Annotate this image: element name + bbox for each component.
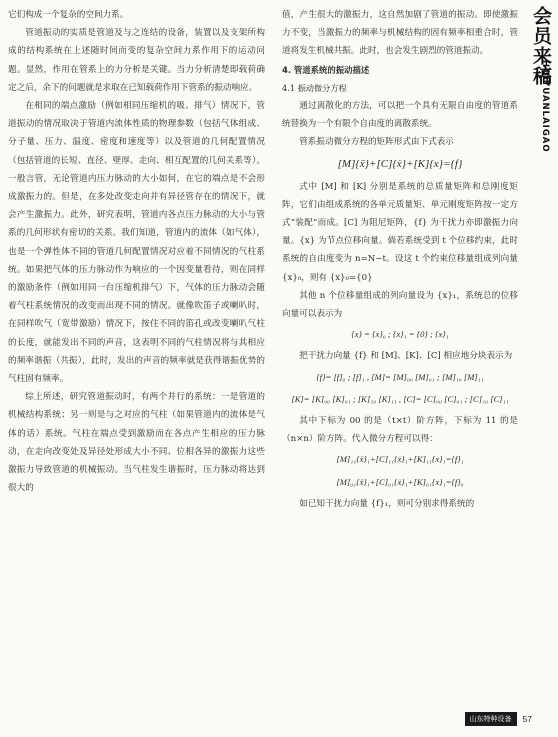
paragraph: 管道振动的实质是管道及与之连结的设备，装置以及支架所构成的结构系统在上述随时间而变的复杂空间力系作用下的运动问题。显然，作用在管系上的力分析是关键。当力分析清楚即载荷确定之后，余下的问题就是求取在已知载荷作用下管系的振动响应。	[8, 28, 265, 93]
page-footer	[465, 712, 532, 726]
paragraph: 式中 [M] 和 [K] 分别是系统的总质量矩阵和总刚度矩阵，它们由组成系统的各单元质量矩、单元刚度矩阵按一定方式“装配”而成。[C] 为阻尼矩阵，{f} 为干扰力亦即激振力向量。{x} 为节点位移向量。倘若系统受到 t 个位移约束，此时系统的自由度变为 n=N−t。设这 t 个约束位移量组成列向量 {x}₀，则有 {x}₀={0}	[282, 181, 518, 283]
equation-reduced-1: [M]₁₁{ẍ}₁+[C]₁₁{ẋ}₁+[K]₁₁{x}₁={f}₁	[336, 454, 464, 465]
section-tab	[524, 0, 558, 190]
equation-partition-kc: [K]= [K]₀₀ [K]₀₁ ; [K]₁₀ [K]₁₁ , [C]= [C]₀₀ [C]₀₁ ; [C]₁₀ [C]₁₁	[291, 393, 509, 404]
journal-badge: 山东特种设备	[465, 712, 517, 726]
section-title-en: HUIYUANLAIGAO	[540, 60, 550, 153]
equation-reduced-2: [M]₀₁{ẍ}₁+[C]₀₁{ẋ}₁+[K]₀₁{x}₁={f}₀	[336, 476, 464, 487]
equation-displacement: {x} = {x}₀ ; {x}₁ = {0} ; {x}₁	[351, 329, 449, 340]
right-column	[282, 6, 518, 513]
section-heading: 4. 管道系统的振动描述	[282, 64, 370, 75]
paragraph: 如已知干扰力向量 {f}₁，则可分别求得系统的	[299, 498, 475, 509]
paragraph: 值，产生很大的激振力，这自然加剧了管道的振动。即使激振力不变，当激振力的频率与机械结构的固有频率相重合时，管道将发生机械共振。此时，也会发生剧烈的管道振动。	[282, 10, 518, 57]
paragraph: 管系振动微分方程的矩阵形式由下式表示	[299, 137, 454, 148]
paragraph: 综上所述，研究管道振动时，有两个并行的系统：一是管道的机械结构系统；另一则是与之对应的气柱（如果管道内的流体是气体的话）系统。气柱在端点受到激励而在各点产生相应的压力脉动，在走向改变处及异径处形成大小不同、位相各异的激振力这些激振力导致管道的机械振动。当气柱发生谐振时，压力脉动将达到很大的	[8, 392, 265, 494]
subsection-heading: 4.1 振动微分方程	[282, 82, 347, 93]
left-column	[8, 6, 265, 497]
paragraph: 其他 n 个位移量组成的列向量设为 {x}₁，系统总的位移向量可以表示为	[282, 290, 518, 320]
paragraph: 把干扰力向量 {f} 和 [M]、[K]、[C] 相应地分块表示为	[299, 351, 513, 362]
paragraph: 在相同的端点激励（例如相同压缩机的吸、排气）情况下，管道振动的情况取决于管道内流体性质的物理参数（包括气体组成、分子量、压力、温度、密度和速度等）以及管道的几何配置情况（包括管道的长短、直径、壁厚、走向、相互配置的几何关系等）。一般言管，无论管道内压力脉动的大小如何，在它的端点是不会形成激振力的。但是，在多处改变走向并有异径管存在的情况下，就会产生激振力。此外，研究表明，管道内各点压力脉动的大小与管系的几何形状有密切的关系。我们知道，管道内的流体（如气体），也是一个弹性体不同的管道几何配置情况对应着不同情况的气柱系统。如果把气体的压力脉动作为响应的一个因变量看待，则在同样的激励条件（例如用同一台压缩机排气）下，气体的压力脉动会随着气柱系统情况的改变而出现不同的情况。就像吹笛子或喇叭时，在同样吹气（宽带激励）情况下，按住不同的笛孔或改变喇叭气柱的长度，就能发出不同的声音，这表明不同的气柱情况将与其相应的频率谐振（共振），此时，发出的声音的频率就是获得谐振优势的气柱固有频率。	[8, 101, 265, 385]
paragraph: 通过离散化的方法，可以把一个具有无限自由度的管道系统替换为一个有限个自由度的离散系统。	[282, 101, 518, 130]
equation-partition-fm: {f}= [f]₀ ; [f]₁ , [M]= [M]₀₀ [M]₀₁ ; [M]₁₀ [M]₁₁	[316, 371, 484, 382]
paragraph: 它们构成一个复杂的空间力系。	[8, 10, 129, 20]
equation-main: [M]{ẍ}+[C]{ẋ}+[K]{x}={f}	[337, 157, 463, 170]
paragraph: 其中下标为 00 的是（t×t）阶方阵，下标为 11 的是（n×n）阶方阵。代入微分方程可以得：	[282, 416, 518, 445]
page-number: 57	[522, 714, 532, 724]
section-title-cn: 会员来稿	[530, 6, 552, 86]
